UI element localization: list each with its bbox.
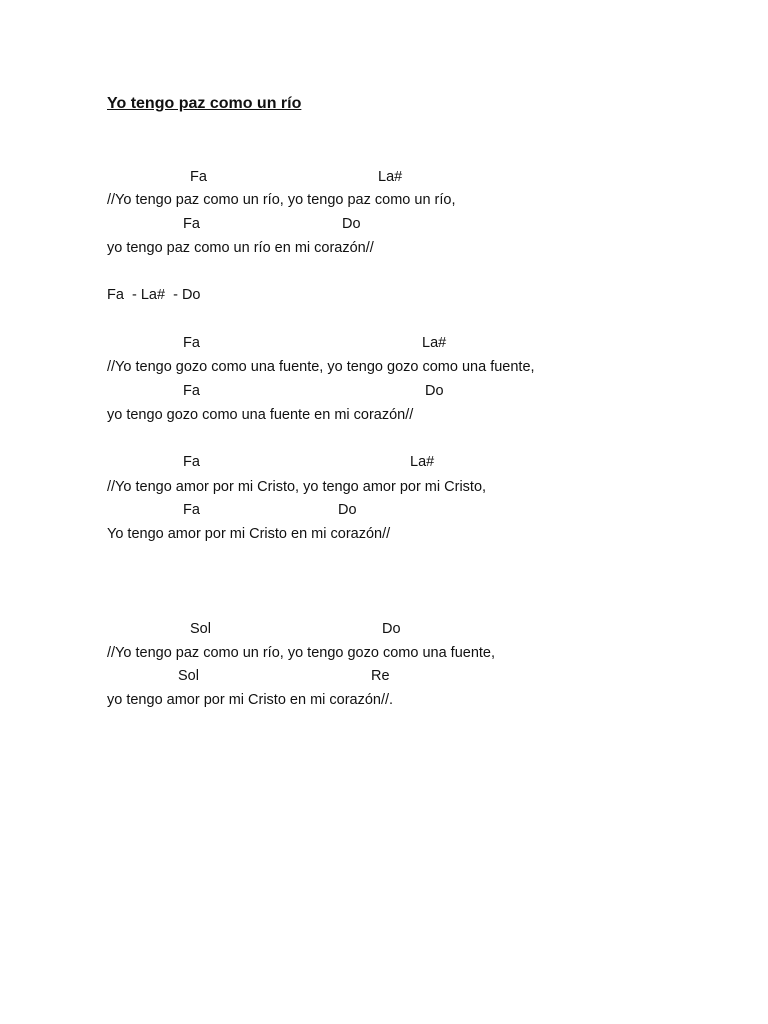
song-title: Yo tengo paz como un río (107, 95, 302, 112)
chord: Fa (183, 502, 200, 518)
lyric-line: //Yo tengo paz como un río, yo tengo gozo como una fuente, (107, 645, 496, 661)
lyric-line: Yo tengo amor por mi Cristo en mi corazón// (107, 526, 391, 542)
chord: La# (378, 169, 403, 185)
chord: Do (382, 621, 401, 637)
lyric-line: yo tengo amor por mi Cristo en mi corazón//. (107, 692, 394, 708)
chord: Do (342, 216, 361, 232)
chord: Re (371, 668, 390, 684)
chord: Sol (190, 621, 211, 637)
lyric-line: //Yo tengo paz como un río, yo tengo paz como un río, (107, 192, 456, 208)
lyric-line: yo tengo gozo como una fuente en mi corazón// (107, 407, 414, 423)
chord: Fa (183, 216, 200, 232)
chord: Fa (183, 383, 200, 399)
chord: La# (422, 335, 447, 351)
chord: La# (410, 454, 435, 470)
lyric-line: //Yo tengo gozo como una fuente, yo tengo gozo como una fuente, (107, 359, 535, 375)
chord: Do (425, 383, 444, 399)
chord: Fa (190, 169, 207, 185)
lyric-line: yo tengo paz como un río en mi corazón// (107, 240, 374, 256)
chord: Sol (178, 668, 199, 684)
chord: Fa (183, 454, 200, 470)
chord: Fa (183, 335, 200, 351)
chord: Do (338, 502, 357, 518)
interlude-chords: Fa - La# - Do (107, 287, 201, 303)
lyric-line: //Yo tengo amor por mi Cristo, yo tengo amor por mi Cristo, (107, 479, 487, 495)
